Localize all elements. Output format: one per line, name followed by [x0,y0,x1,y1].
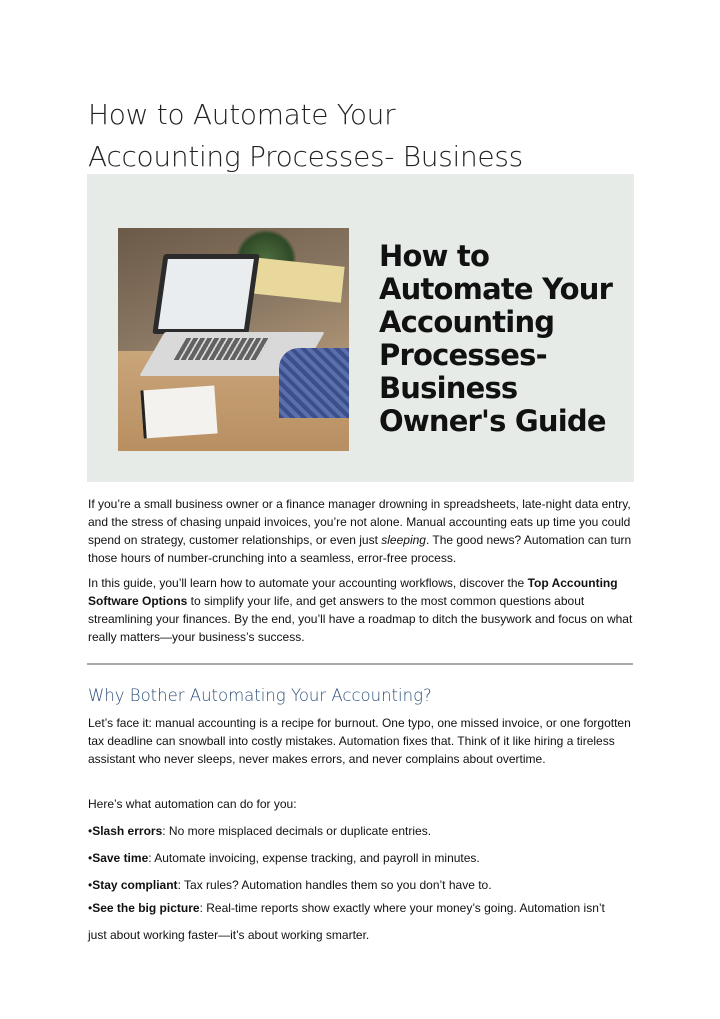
bullet-icon: • [88,878,93,892]
intro-paragraph-1 [88,495,633,567]
keyboard-graphic [174,338,271,360]
intro-paragraph-2 [88,574,633,646]
bullet-item [88,899,633,917]
hero-line: Automate Your [379,272,613,306]
hero-line: Processes- [379,338,547,372]
bullet-strong: Save time [92,851,149,865]
horizontal-divider [87,663,633,665]
bullet-item [88,849,633,867]
hero-heading [379,240,629,438]
title-line-1: How to Automate Your [88,98,396,131]
bullet-item [88,822,633,840]
bullet-strong: Slash errors [92,824,163,838]
closing-line: just about working faster—it’s about working smarter. [88,928,370,942]
title-line-2: Accounting Processes- Business [88,140,523,173]
bullet-icon: • [88,851,93,865]
desk-photo [118,228,349,451]
laptop-screen-graphic [152,254,259,334]
bullet-text: : No more misplaced decimals or duplicate entries. [162,824,432,838]
section-paragraph-2: Here’s what automation can do for you: [88,797,297,811]
page-title [88,94,648,178]
section-paragraph-1: Let’s face it: manual accounting is a recipe for burnout. One typo, one missed invoice, or one forgotten tax deadline can snowball into costly mistakes. Automation fixes that. Think of it like hiring a tireless assistant who never sleeps, never makes errors, and never complains about overtime. [88,716,631,766]
intro-p2-text-a: In this guide, you’ll learn how to automate your accounting workflows, discover the [88,576,528,590]
bullet-icon: • [88,824,93,838]
bullet-strong: See the big picture [92,901,200,915]
book-graphic [249,257,344,302]
hero-line: Accounting [379,305,555,339]
intro-p2-text-b: to simplify your life, and get answers to the most common questions about streamlining your finances. By the end, you’ll have a roadmap to ditch the busywork and focus on what really matters—your business’s success. [88,594,633,644]
bullet-text: : Tax rules? Automation handles them so you don’t have to. [177,878,492,892]
intro-p2-strong: Top Accounting Software Options [88,576,618,608]
hero-image [87,174,634,482]
bullet-text: : Automate invoicing, expense tracking, and payroll in minutes. [148,851,480,865]
hero-line: Owner's Guide [379,404,606,438]
arm-graphic [279,348,349,418]
section-heading: Why Bother Automating Your Accounting? [88,686,432,705]
hero-line: How to [379,239,490,273]
bullet-strong: Stay compliant [92,878,178,892]
intro-p1-text-a: If you’re a small business owner or a finance manager drowning in spreadsheets, late-night data entry, and the stress of chasing unpaid invoices, you’re not alone. Manual accounting eats up time you could spend on strategy, customer relationships, or even just [88,497,631,547]
bullet-item [88,876,633,894]
hero-line: Business [379,371,518,405]
notebook-graphic [140,385,217,438]
intro-p1-text-b: . The good news? Automation can turn those hours of number-crunching into a seamless, error-free process. [88,533,632,565]
bullet-text: : Real-time reports show exactly where your money’s going. Automation isn’t [199,901,605,915]
intro-p1-emphasis: sleeping [381,533,426,547]
bullet-icon: • [88,901,93,915]
